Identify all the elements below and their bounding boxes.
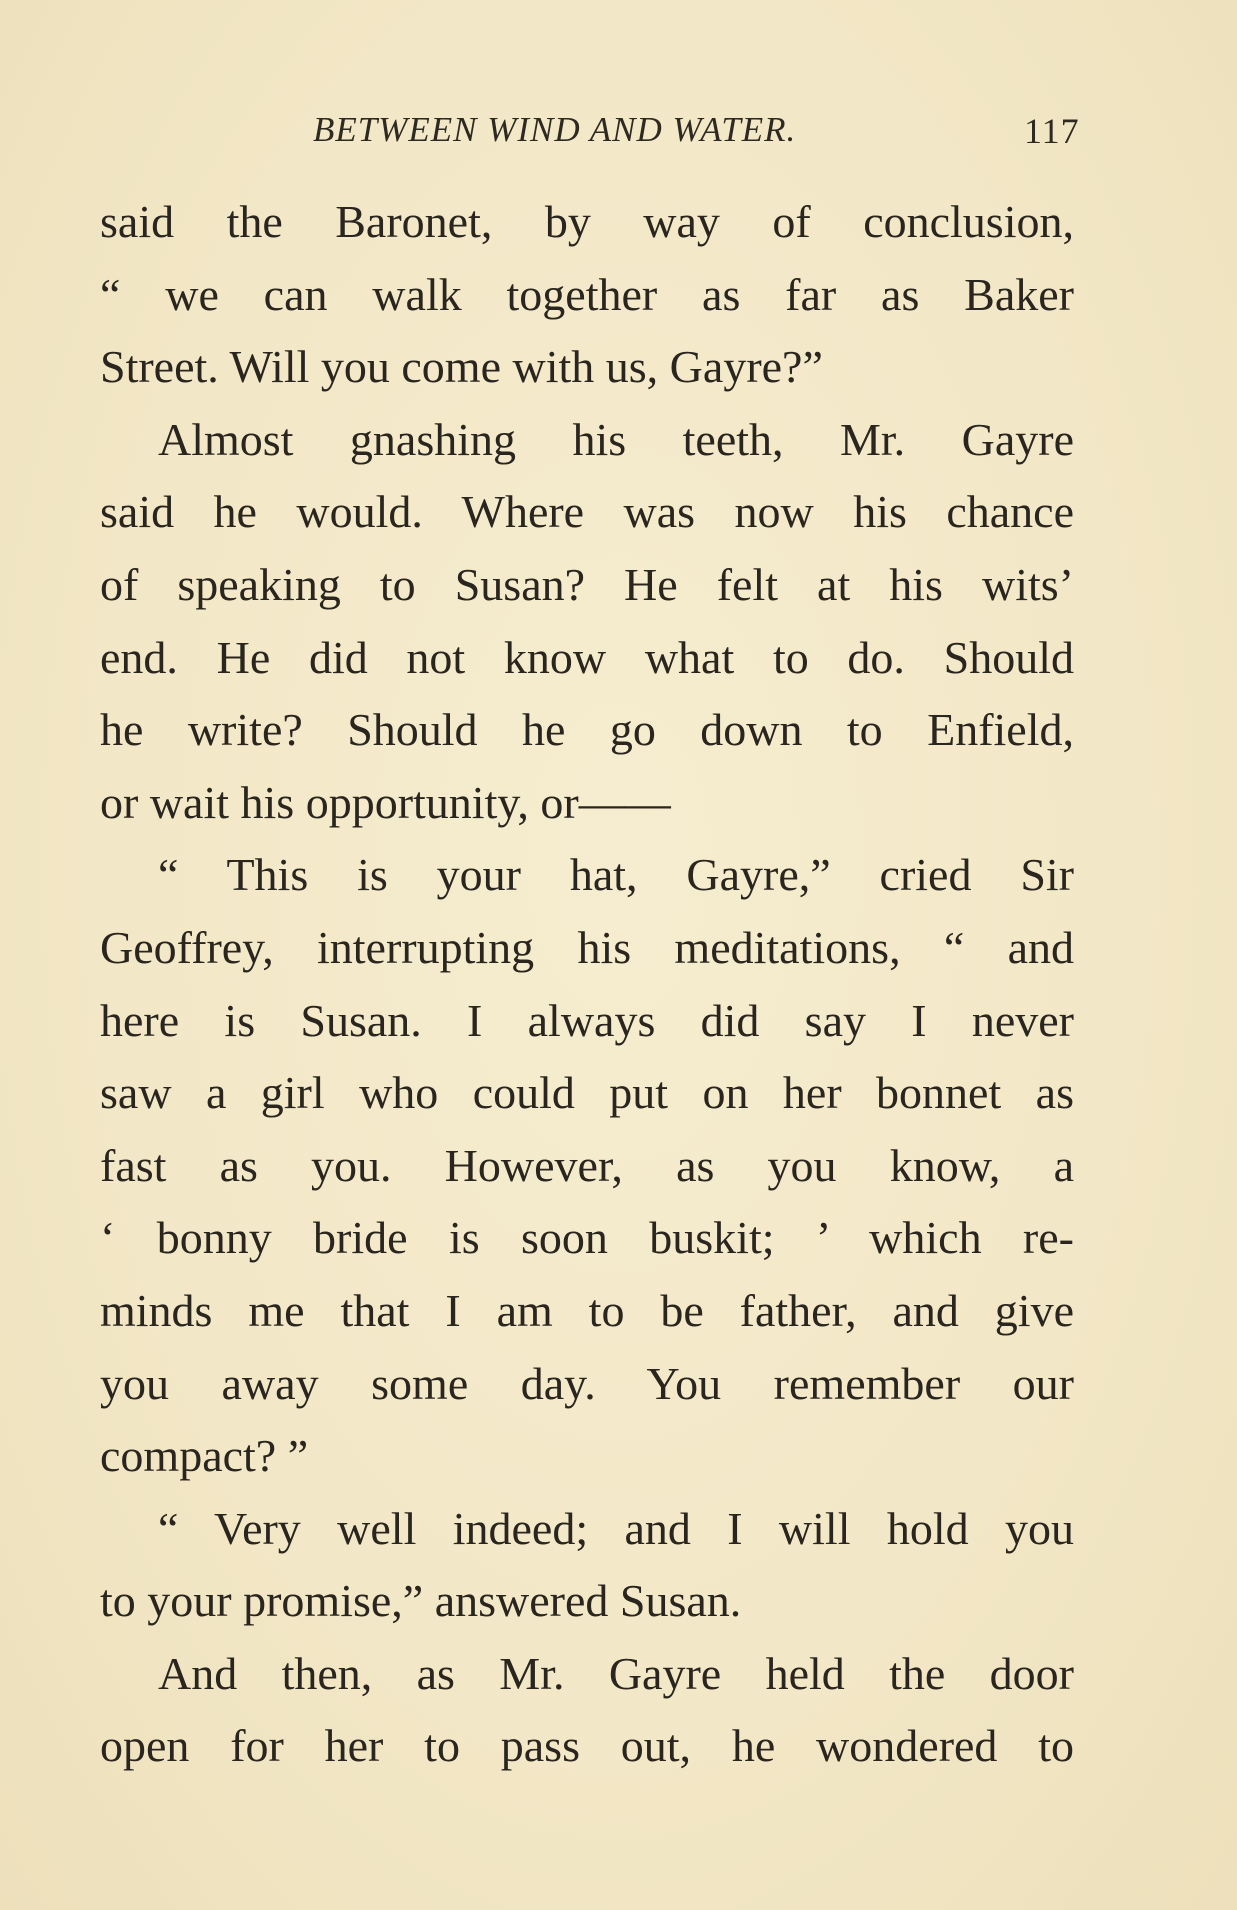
- text-line: “ This is your hat, Gayre,” cried Sir: [158, 849, 1074, 901]
- text-line: to your promise,” answered Susan.: [100, 1575, 742, 1627]
- text-line: Street. Will you come with us, Gayre?”: [100, 341, 823, 393]
- running-title: BETWEEN WIND AND WATER.: [313, 110, 797, 149]
- text-line: compact? ”: [100, 1430, 309, 1482]
- text-line: open for her to pass out, he wondered to: [100, 1720, 1074, 1772]
- text-line: or wait his opportunity, or——: [100, 776, 671, 828]
- text-line: he write? Should he go down to Enfield,: [100, 704, 1074, 756]
- text-line: here is Susan. I always did say I never: [100, 994, 1074, 1046]
- text-line: of speaking to Susan? He felt at his wits’: [100, 558, 1074, 610]
- text-line: Geoffrey, interrupting his meditations, “ and: [100, 921, 1074, 973]
- body-text: [100, 186, 1074, 1783]
- page-number: 117: [1024, 111, 1080, 151]
- text-line: ‘ bonny bride is soon buskit; ’ which re-: [100, 1212, 1074, 1264]
- running-head: [0, 108, 1237, 158]
- text-line: “ we can walk together as far as Baker: [100, 268, 1074, 320]
- text-line: end. He did not know what to do. Should: [100, 631, 1074, 683]
- text-line: And then, as Mr. Gayre held the door: [158, 1647, 1074, 1699]
- text-line: you away some day. You remember our: [100, 1357, 1074, 1409]
- text-line: said he would. Where was now his chance: [100, 486, 1074, 538]
- text-line: minds me that I am to be father, and give: [100, 1284, 1074, 1336]
- text-line: fast as you. However, as you know, a: [100, 1139, 1074, 1191]
- text-line: said the Baronet, by way of conclusion,: [100, 196, 1074, 247]
- text-line: saw a girl who could put on her bonnet as: [100, 1067, 1074, 1119]
- text-line: “ Very well indeed; and I will hold you: [158, 1502, 1074, 1554]
- text-line: Almost gnashing his teeth, Mr. Gayre: [158, 413, 1074, 465]
